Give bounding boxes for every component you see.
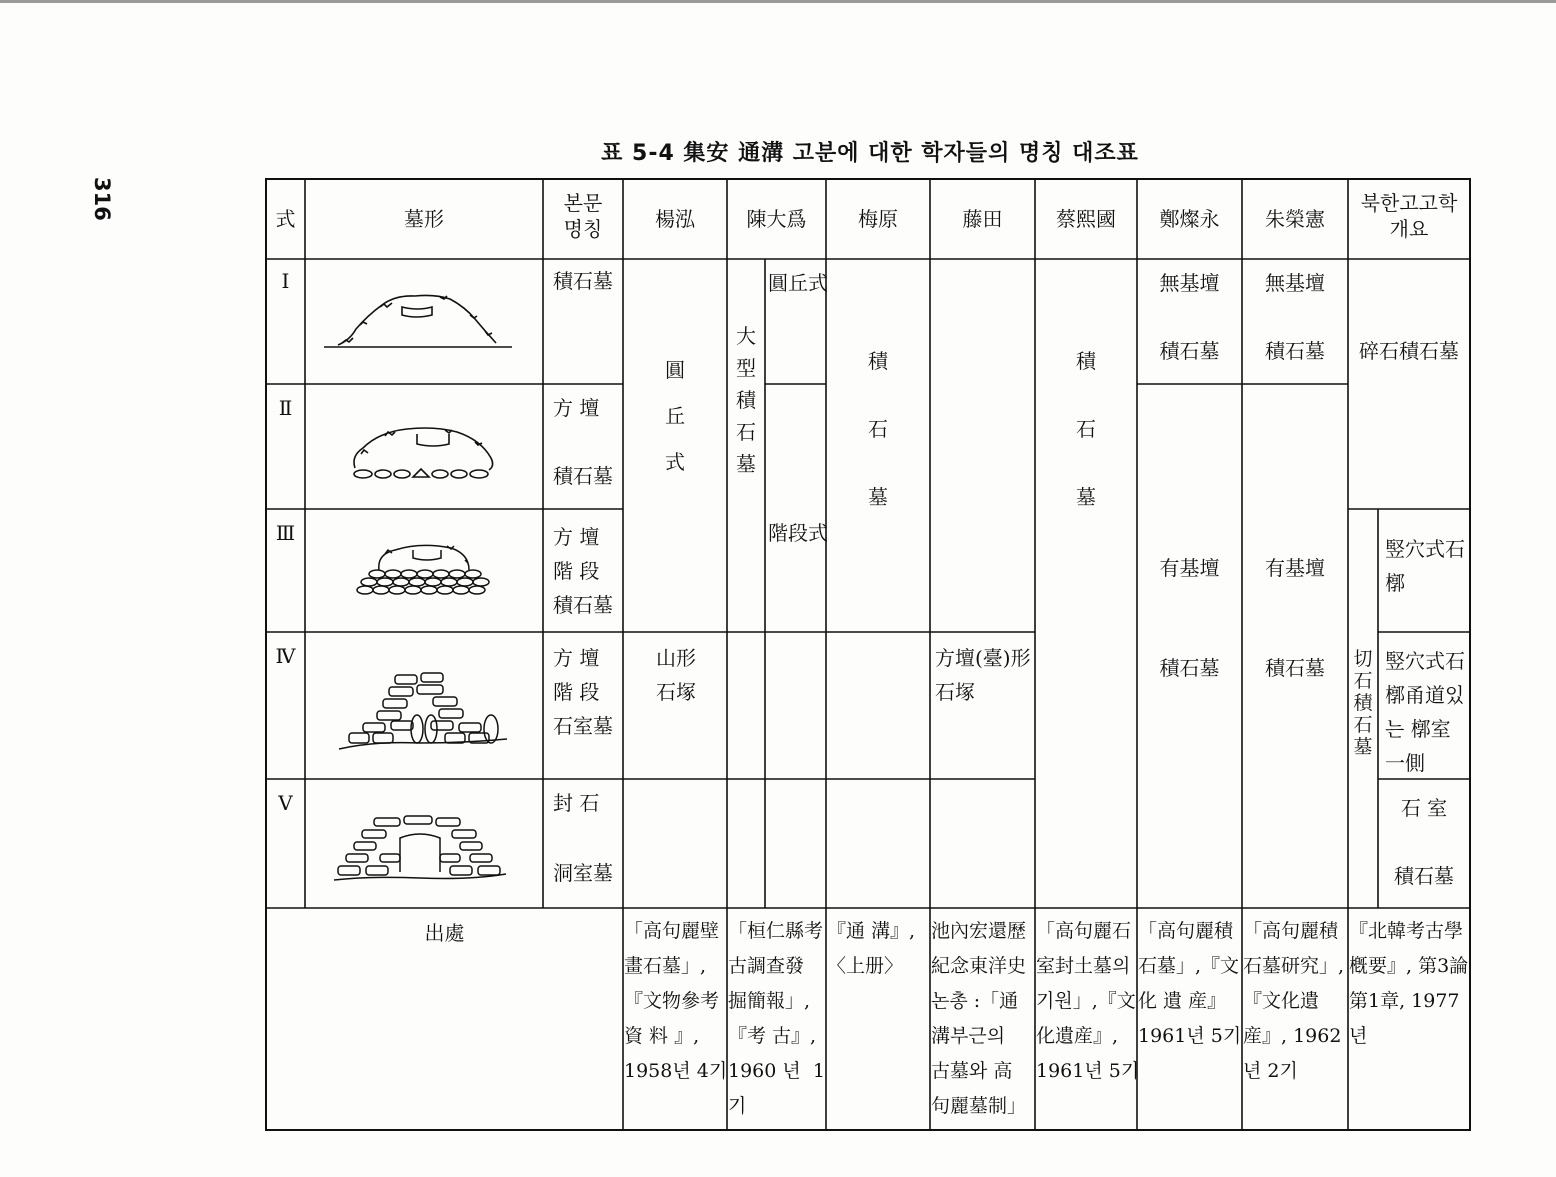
chen-step-type: 階段式	[768, 521, 828, 545]
jeong-no-base-2: 積石墓	[1159, 339, 1220, 363]
row-numeral-3: Ⅲ	[275, 521, 296, 545]
ju-with-base-1: 有基壇	[1265, 556, 1325, 580]
stone-chamber-icon	[335, 665, 510, 755]
header-ju-yeongheon: 朱榮憲	[1265, 207, 1325, 231]
source-jeong: 「高句麗積 石墓」,『文 化 遺 産』 1961년 5기	[1138, 920, 1242, 1047]
ju-no-base-2: 積石墓	[1265, 339, 1325, 363]
header-umehara: 梅原	[858, 207, 898, 231]
row-numeral-1: Ⅰ	[281, 269, 290, 293]
ju-no-base-1: 無基壇	[1265, 271, 1325, 295]
text-name-2-top: 方 壇	[553, 396, 600, 420]
ju-with-base-2: 積石墓	[1265, 656, 1325, 680]
header-yang-hong: 楊泓	[655, 207, 695, 231]
page-number: 316	[90, 177, 114, 221]
header-nk-archaeology: 북한고고학 개요	[1360, 191, 1458, 241]
text-name-5-top: 封 石	[553, 791, 600, 815]
row-numeral-2: Ⅱ	[278, 396, 293, 420]
jeong-with-base-1: 有基壇	[1159, 556, 1220, 580]
text-name-3: 方 壇 階 段 積石墓	[553, 525, 613, 617]
header-tomb-form: 墓形	[404, 207, 444, 231]
header-text-name: 본문 명칭	[563, 191, 603, 241]
source-nk: 『北韓考古學 槪要』, 第3論 第1章, 1977 년	[1349, 920, 1469, 1047]
source-fujita: 池內宏還歷 紀念東洋史 논총 :「通 溝부근의 古墓와 高 句麗墓制」	[931, 920, 1027, 1117]
chae-cairn: 積 石 墓	[1076, 349, 1096, 509]
nk-stone-chamber-2: 積石墓	[1394, 864, 1454, 888]
fujita-square-cairn: 方壇(臺)形 石塚	[935, 646, 1031, 704]
chen-round-type: 圓丘式	[768, 271, 828, 295]
umehara-cairn: 積 石 墓	[868, 349, 888, 509]
header-chen-dawei: 陳大爲	[746, 207, 807, 231]
text-name-4: 方 壇 階 段 石室墓	[553, 646, 613, 738]
header-fujita: 藤田	[962, 207, 1003, 231]
chen-large-cairn: 大 型 積 石 墓	[736, 324, 756, 476]
source-umehara: 『通 溝』, 〈上册〉	[827, 920, 916, 977]
header-chae-heeguk: 蔡熙國	[1056, 207, 1116, 231]
source-chen: 「桓仁縣考 古調查發 掘簡報」, 『考 古』, 1960 년 1 기	[728, 920, 825, 1117]
header-style: 式	[275, 207, 296, 231]
yang-round-mound: 圓 丘 式	[665, 358, 685, 474]
source-chae: 「高句麗石 室封土墓의 기원」,『文 化遺産』, 1961년 5기	[1036, 920, 1140, 1082]
nk-cut-stone-cairn: 切 石 積 石 墓	[1353, 648, 1373, 758]
text-name-5-bottom: 洞室墓	[553, 861, 613, 885]
source-label: 出處	[424, 921, 465, 945]
text-name-1: 積石墓	[553, 269, 613, 293]
nk-pit-chamber: 竪穴式石 槨	[1385, 537, 1465, 595]
sealed-chamber-icon	[330, 810, 510, 890]
row-numeral-5: Ⅴ	[278, 791, 293, 815]
text-name-2-bottom: 積石墓	[553, 464, 613, 488]
jeong-no-base-1: 無基壇	[1159, 271, 1220, 295]
header-jeong-chanyeong: 鄭燦永	[1159, 207, 1220, 231]
table-title: 표 5-4 集安 通溝 고분에 대한 학자들의 명칭 대조표	[601, 141, 1139, 166]
nk-stone-chamber-1: 石 室	[1400, 796, 1448, 820]
nk-pit-chamber-passage: 竪穴式石 槨甬道있 는 槨室 一側	[1385, 649, 1465, 775]
nk-rubble-cairn: 碎石積石墓	[1359, 339, 1459, 363]
jeong-with-base-2: 積石墓	[1159, 656, 1220, 680]
source-yang: 「高句麗壁 畫石墓」, 『文物參考 資 料 』, 1958년 4기	[624, 920, 728, 1082]
mound-base-icon	[345, 420, 500, 485]
yang-mountain-cairn: 山形 石塚	[656, 646, 696, 704]
row-numeral-4: Ⅳ	[275, 644, 296, 668]
mound-rubble-icon	[320, 285, 520, 355]
mound-stepped-icon	[355, 540, 495, 600]
source-ju: 「高句麗積 石墓研究」, 『文化遺 産』, 1962 년 2기	[1243, 920, 1345, 1082]
